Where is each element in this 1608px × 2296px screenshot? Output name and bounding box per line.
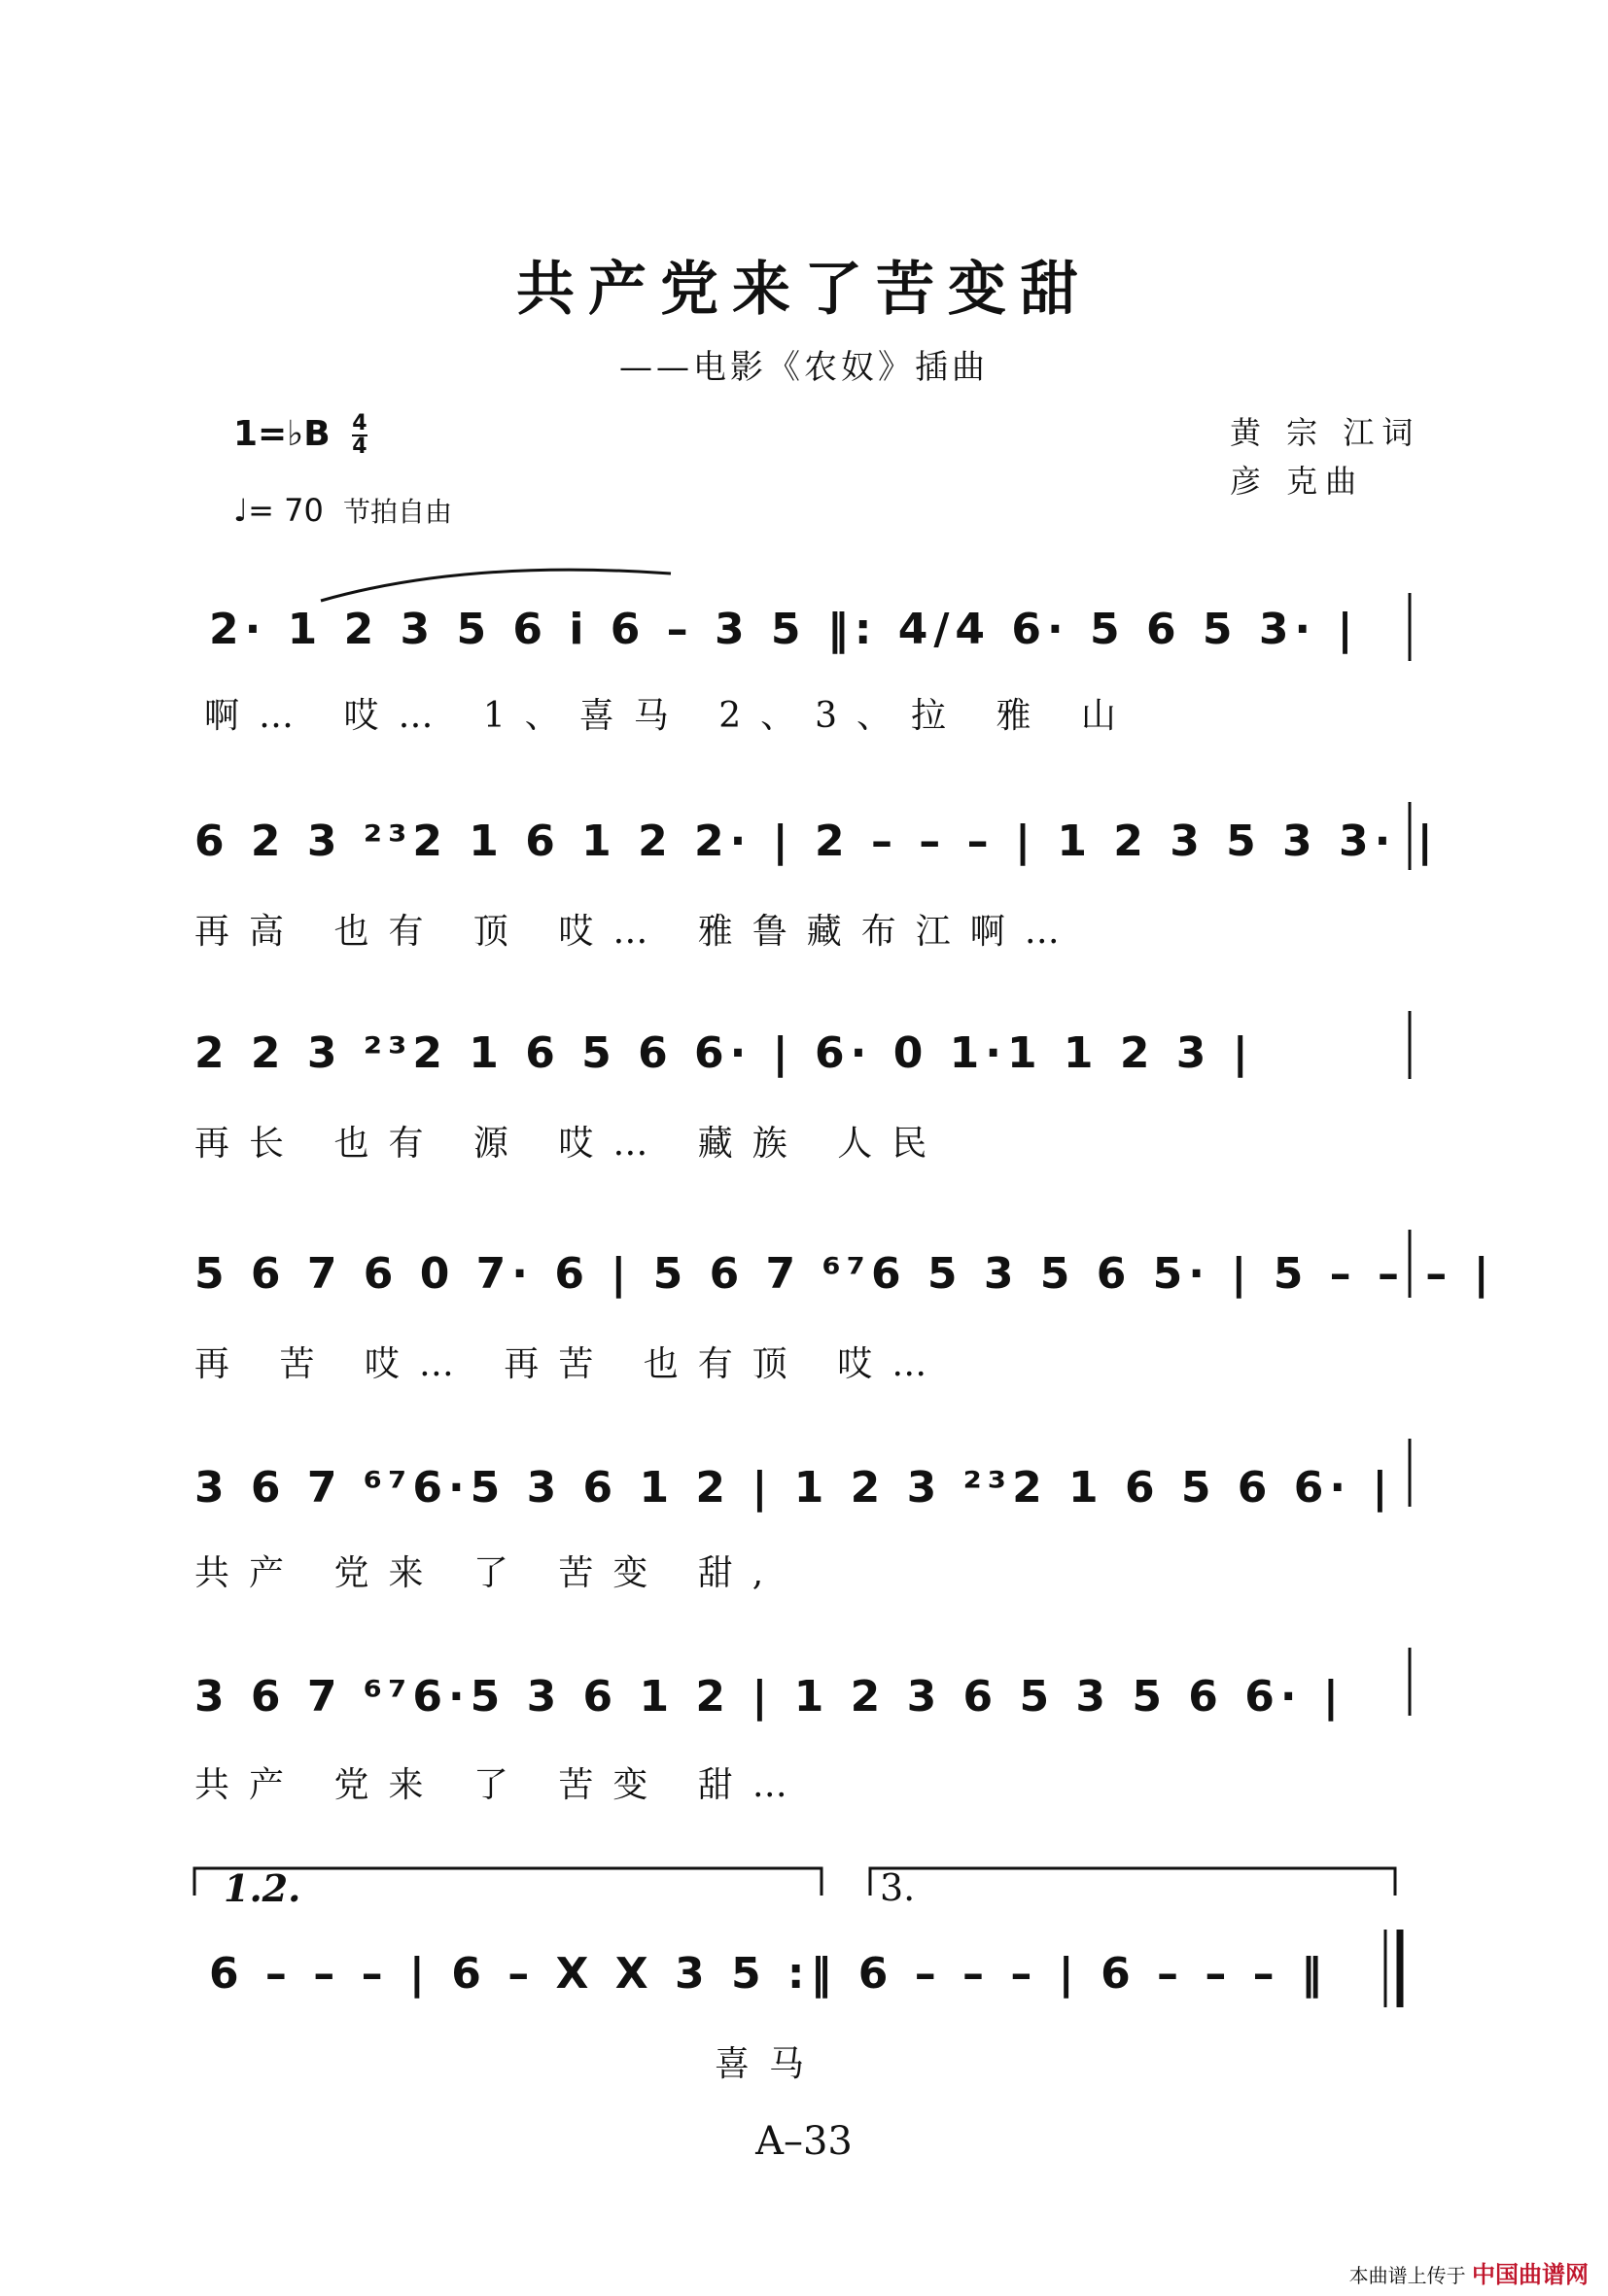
- page-title: 共产党来了苦变甜: [516, 256, 1092, 324]
- notation-line: 2· 1 2 3 5 6 i 6 – 3 5 ‖: 4/4 6· 5 6 5 3· |: [209, 605, 1359, 654]
- footer-text: 本曲谱上传于: [1348, 2264, 1466, 2287]
- notation-line: 6 2 3 ²³2 1 6 1 2 2· | 2 – – – | 1 2 3 5 3 3· |: [194, 817, 1439, 866]
- ending-2: 3.: [880, 1866, 916, 1909]
- page-subtitle: ——电影《农奴》插曲: [619, 348, 989, 387]
- tempo-note: 节拍自由: [342, 496, 452, 528]
- footer-site: 中国曲谱网: [1472, 2261, 1589, 2288]
- notation-line: 2 2 3 ²³2 1 6 5 6 6· | 6· 0 1·1 1 2 3 |: [194, 1028, 1254, 1078]
- lyric-line: 再长 也有 源 哎… 藏族 人民: [194, 1124, 947, 1164]
- lyric-line: 喜马: [715, 2044, 824, 2084]
- site-footer: [1349, 2255, 1589, 2289]
- notation-line: 6 – – – | 6 – X X 3 5 :‖ 6 – – – | 6 – – – ‖: [209, 1949, 1328, 1999]
- page-number: A–33: [755, 2119, 853, 2164]
- lyric-line: 啊… 哎… 1、喜马 2、3、拉 雅 山: [204, 696, 1136, 736]
- lyric-line: 再 苦 哎… 再苦 也有顶 哎…: [194, 1344, 947, 1384]
- notation-line: 3 6 7 ⁶⁷6·5 3 6 1 2 | 1 2 3 6 5 3 5 6 6· |: [194, 1672, 1345, 1722]
- lyric-line: 共产 党来 了 苦变 甜…: [194, 1765, 807, 1805]
- time-bottom: 4: [352, 435, 367, 459]
- composer-credit: 彦 克曲: [1230, 463, 1365, 500]
- lyric-line: 再高 也有 顶 哎… 雅鲁藏布江啊…: [194, 912, 1079, 952]
- tempo-value: ♩= 70: [233, 492, 324, 529]
- notation-line: 5 6 7 6 0 7· 6 | 5 6 7 ⁶⁷6 5 3 5 6 5· | 5 – – – |: [194, 1249, 1495, 1299]
- notation-line: 3 6 7 ⁶⁷6·5 3 6 1 2 | 1 2 3 ²³2 1 6 5 6 6· |: [194, 1463, 1394, 1513]
- key-label: 1=♭B: [233, 414, 331, 454]
- time-top: 4: [352, 411, 367, 435]
- lyric-line: 共产 党来 了 苦变 甜,: [194, 1553, 784, 1593]
- lyricist-credit: 黄 宗 江词: [1230, 414, 1421, 451]
- ending-1: 1.2.: [224, 1866, 301, 1910]
